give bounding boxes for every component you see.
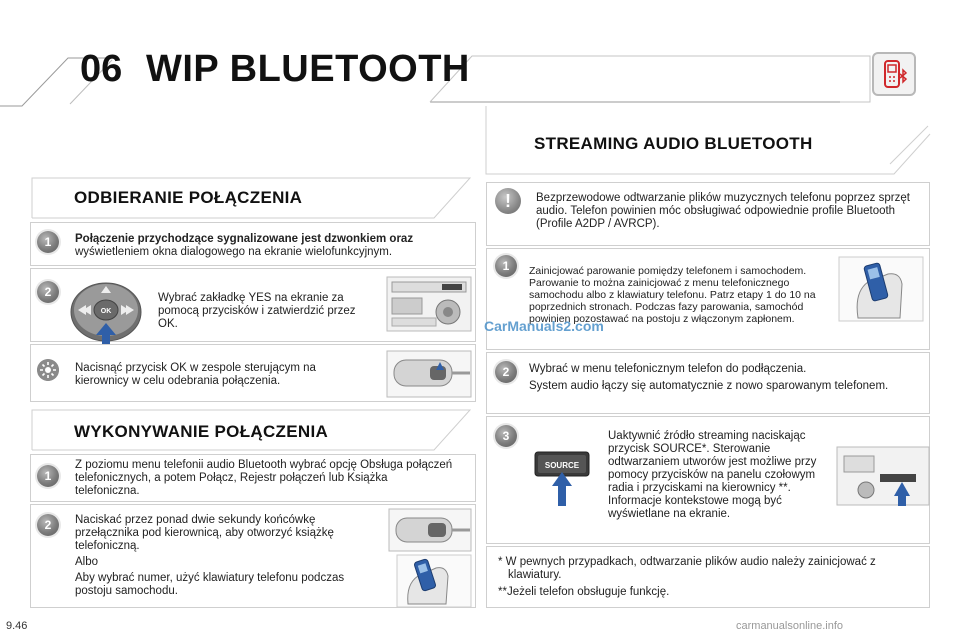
ok-label: OK — [100, 308, 112, 315]
receive-step2-text: Wybrać zakładkę YES na ekranie za pomocą przycisków i zatwierdzić przez OK. — [158, 292, 356, 330]
make-step1-text: Z poziomu menu telefonii audio Bluetooth wybrać opcję Obsługa połączeń telefonicznych, a potem Połącz, Rejestr połączeń lub Książka telefoniczna. — [75, 459, 453, 497]
note-2: **Jeżeli telefon obsługuje funkcję. — [498, 586, 670, 598]
step-2-badge: 2 — [37, 514, 59, 536]
receive-step1-text: wyświetleniem okna dialogowego na ekranie wielofunkcyjnym. — [75, 246, 393, 258]
warn-text: Bezprzewodowe odtwarzanie plików muzycznych telefonu poprzez sprzęt audio. Telefon powinien móc obsługiwać odpowiednie profile Bluetooth (Profile A2DP / AVRCP). — [536, 192, 910, 230]
stream-step1-text: Zainicjować parowanie pomiędzy telefonem i samochodem. Parowanie to można zainicjować z menu telefonicznego samochodu albo z klawiatury telefonu. Patrz etapy 1 do 10 na poprzednich stronach. Podczas fazy parowania, samochód powinien pozostawać na postoju z włączonym zapłonem. — [529, 265, 816, 325]
receive-step1-bold: Połączenie przychodzące sygnalizowane jest dzwonkiem oraz — [75, 233, 414, 245]
make-step2-extra: Aby wybrać numer, użyć klawiatury telefonu podczas postoju samochodu. — [75, 572, 345, 597]
step-1-badge: 1 — [495, 255, 517, 277]
warning-icon: ! — [495, 188, 521, 214]
step-2-badge: 2 — [37, 281, 59, 303]
make-or-text: Albo — [75, 556, 99, 568]
ok-button-pad-icon — [66, 277, 146, 349]
make-heading: WYKONYWANIE POŁĄCZENIA — [74, 422, 329, 441]
stream-step3-text: Uaktywnić źródło streaming naciskając przycisk SOURCE*. Sterowanie odtwarzaniem utworów jest możliwe przy pomocy przycisków na panelu czołowym radia i przyciskami na kierownicy **. Informacje kontekstowe mogą być wyświetlane na ekranie. — [608, 430, 817, 520]
hand-phone-illustration — [396, 554, 472, 608]
radio-faceplate-illustration — [836, 446, 930, 506]
step-2-badge: 2 — [495, 361, 517, 383]
receive-heading: ODBIERANIE POŁĄCZENIA — [74, 188, 303, 207]
header-frame — [0, 0, 960, 110]
step-1-badge: 1 — [37, 465, 59, 487]
chapter-number: 06 — [80, 48, 123, 90]
stream-step2-text: Wybrać w menu telefonicznym telefon do podłączenia. — [529, 363, 807, 375]
steering-tip-icon — [37, 359, 59, 381]
watermark: CarManuals2.com — [484, 318, 604, 334]
step-1-badge: 1 — [37, 231, 59, 253]
receive-tip-text: Nacisnąć przycisk OK w zespole sterującym na kierownicy w celu odebrania połączenia. — [75, 362, 316, 387]
make-step2-text: Naciskać przez ponad dwie sekundy końcówkę przełącznika pod kierownicą, aby otworzyć książkę telefoniczną. — [75, 514, 334, 552]
stream-step2-text-b: System audio łączy się automatycznie z nowo sparowanym telefonem. — [529, 380, 889, 392]
source-label: SOURCE — [544, 461, 580, 470]
source-button-illustration — [534, 446, 590, 508]
steering-control-illustration — [386, 350, 472, 398]
phone-bluetooth-icon — [872, 52, 916, 96]
page-number: 9.46 — [6, 620, 28, 632]
step-3-badge: 3 — [495, 425, 517, 447]
stalk-control-illustration — [388, 508, 472, 552]
hand-phone-pairing-illustration — [838, 256, 924, 322]
page-title: WIP BLUETOOTH — [146, 48, 470, 90]
streaming-heading: STREAMING AUDIO BLUETOOTH — [534, 134, 813, 153]
note-1: * W pewnych przypadkach, odtwarzanie plików audio należy zainicjować z klawiatury. — [498, 556, 876, 581]
radio-panel-illustration — [386, 276, 472, 332]
footer-site: carmanualsonline.info — [736, 620, 844, 632]
page-header — [0, 0, 960, 110]
